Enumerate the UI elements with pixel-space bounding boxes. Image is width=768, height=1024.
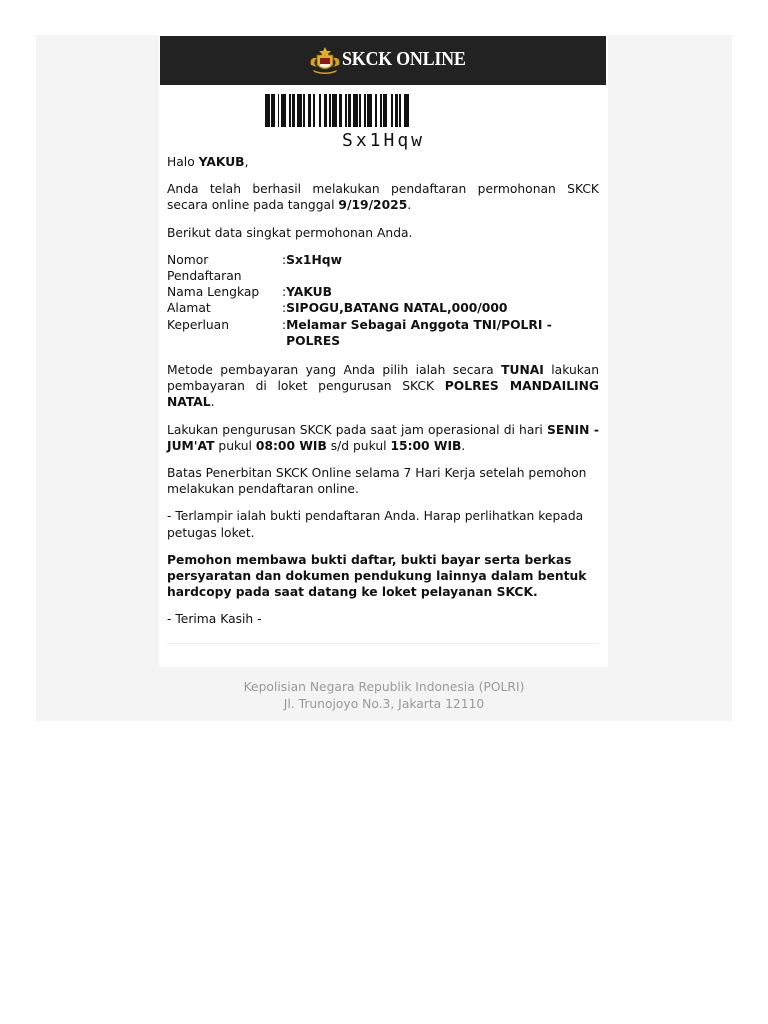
barcode-bar xyxy=(313,94,315,127)
brand-title: SKCK ONLINE xyxy=(342,48,466,70)
barcode-bar xyxy=(329,94,331,127)
barcode-bar xyxy=(308,94,311,127)
barcode-bar xyxy=(324,94,327,127)
barcode-bar xyxy=(297,94,302,127)
email-body xyxy=(167,154,599,628)
info-separator: : xyxy=(281,317,287,332)
hours-paragraph: Lakukan pengurusan SKCK pada saat jam operasional di hari SENIN - JUM'AT pukul 08:00 WIB s/d pukul 15:00 WIB. xyxy=(167,422,599,453)
barcode-bar xyxy=(353,94,358,127)
info-value: YAKUB xyxy=(286,285,333,300)
polri-emblem-icon xyxy=(308,45,342,75)
barcode-bar xyxy=(265,94,270,127)
info-key: Nama Lengkap xyxy=(167,285,260,300)
attachment-paragraph: - Terlampir ialah bukti pendaftaran Anda. Harap perlihatkan kepada petugas loket. xyxy=(167,509,584,540)
info-value: Melamar Sebagai Anggota TNI/POLRI - POLRES xyxy=(286,317,552,348)
greeting: Halo YAKUB, xyxy=(167,155,249,169)
barcode-bar xyxy=(348,94,351,127)
notice-paragraph: Pemohon membawa bukti daftar, bukti bayar serta berkas persyaratan dan dokumen pendukung lainnya dalam bentuk hardcopy pada saat datang ke loket pelayanan SKCK. xyxy=(167,552,587,600)
footer-address: Jl. Trunojoyo No.3, Jakarta 12110 xyxy=(283,696,485,711)
info-value: SIPOGU,BATANG NATAL,000/000 xyxy=(286,301,508,316)
email-footer xyxy=(36,679,732,712)
barcode-image xyxy=(265,94,503,127)
footer-organization: Kepolisian Negara Republik Indonesia (POLRI) xyxy=(243,680,525,694)
barcode-bar xyxy=(303,94,305,127)
barcode-bar xyxy=(332,94,337,127)
email-background xyxy=(36,35,732,721)
summary-title: Berikut data singkat permohonan Anda. xyxy=(167,225,413,240)
registration-date: 9/19/2025 xyxy=(338,198,408,213)
barcode-bar xyxy=(404,94,409,127)
barcode-bar xyxy=(292,94,295,127)
barcode-bar xyxy=(345,94,347,127)
info-row xyxy=(167,284,599,300)
info-separator: : xyxy=(281,252,287,267)
email-card xyxy=(159,35,608,667)
info-key: Nomor Pendaftaran xyxy=(167,252,242,284)
divider xyxy=(167,643,599,644)
payment-office: POLRES MANDAILING NATAL xyxy=(167,379,599,410)
opening-time: 08:00 WIB xyxy=(255,438,327,453)
applicant-name: YAKUB xyxy=(198,155,245,169)
barcode-bar xyxy=(375,94,377,127)
barcode-text: Sx1Hqw xyxy=(341,130,426,151)
barcode-bar xyxy=(278,94,280,127)
barcode-bar xyxy=(281,94,286,127)
barcode-bar xyxy=(395,94,398,127)
info-row xyxy=(167,252,599,284)
barcode-bar xyxy=(271,94,274,127)
info-key: Keperluan xyxy=(167,317,229,332)
info-value: Sx1Hqw xyxy=(286,252,342,267)
barcode-bar xyxy=(319,94,321,127)
info-row xyxy=(167,317,599,349)
barcode-bar xyxy=(367,94,372,127)
closing-text: - Terima Kasih - xyxy=(167,612,262,627)
closing-time: 15:00 WIB xyxy=(390,438,462,453)
info-separator: : xyxy=(281,301,287,316)
barcode-bar xyxy=(359,94,361,127)
barcode-bar xyxy=(364,94,366,127)
info-separator: : xyxy=(281,285,287,300)
barcode-bar xyxy=(391,94,393,127)
barcode-bar xyxy=(289,94,291,127)
operating-days: SENIN - JUM'AT xyxy=(167,422,599,453)
barcode-bar xyxy=(399,94,401,127)
barcode-bar xyxy=(339,94,342,127)
deadline-paragraph: Batas Penerbitan SKCK Online selama 7 Hari Kerja setelah pemohon melakukan pendaftaran online. xyxy=(167,466,587,497)
barcode-bar xyxy=(383,94,386,127)
barcode-bar xyxy=(380,94,382,127)
intro-paragraph: Anda telah berhasil melakukan pendaftaran permohonan SKCK secara online pada tanggal 9/19/2025. xyxy=(167,182,599,213)
info-row xyxy=(167,300,599,316)
email-header xyxy=(160,36,606,85)
info-key: Alamat xyxy=(167,301,211,316)
payment-method: TUNAI xyxy=(501,363,544,378)
payment-paragraph: Metode pembayaran yang Anda pilih ialah secara TUNAI lakukan pembayaran di loket pengurusan SKCK POLRES MANDAILING NATAL. xyxy=(167,363,599,410)
registration-info-table xyxy=(167,252,599,349)
